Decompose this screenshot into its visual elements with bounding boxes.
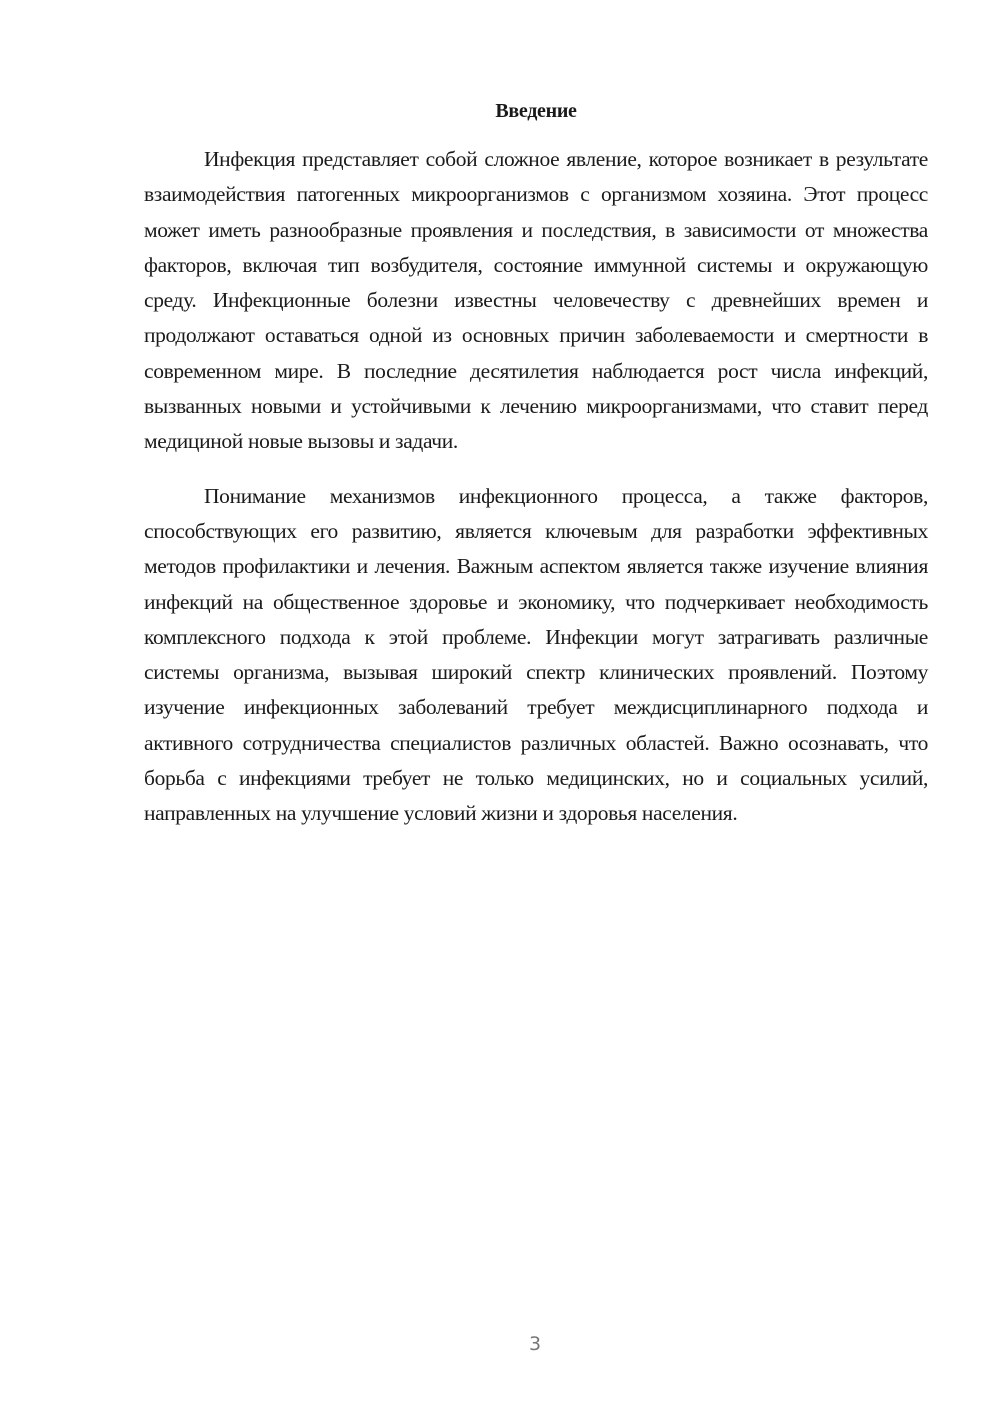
page-number: 3 bbox=[528, 1333, 542, 1355]
paragraph-2: Понимание механизмов инфекционного процесса, а также факторов, способствующих его развитию, является ключевым для разработки эффективных методов профилактики и лечения. Важным аспектом является также изучение влияния инфекций на общественное здоровье и экономику, что подчеркивает необходимость комплексного подхода к этой проблеме. Инфекции могут затрагивать различные системы организма, вызывая широкий спектр клинических проявлений. Поэтому изучение инфекционных заболеваний требует междисциплинарного подхода и активного сотрудничества специалистов различных областей. Важно осознавать, что борьба с инфекциями требует не только медицинских, но и социальных усилий, направленных на улучшение условий жизни и здоровья населения. bbox=[144, 483, 928, 826]
paragraph-1: Инфекция представляет собой сложное явление, которое возникает в результате взаимодействия патогенных микроорганизмов с организмом хозяина. Этот процесс может иметь разнообразные проявления и последствия, в зависимости от множества факторов, включая тип возбудителя, состояние иммунной системы и окружающую среду. Инфекционные болезни известны человечеству с древнейших времен и продолжают оставаться одной из основных причин заболеваемости и смертности в современном мире. В последние десятилетия наблюдается рост числа инфекций, вызванных новыми и устойчивыми к лечению микроорганизмами, что ставит перед медициной новые вызовы и задачи. bbox=[144, 147, 928, 454]
body-text bbox=[144, 142, 928, 832]
section-title: Введение bbox=[495, 100, 577, 122]
